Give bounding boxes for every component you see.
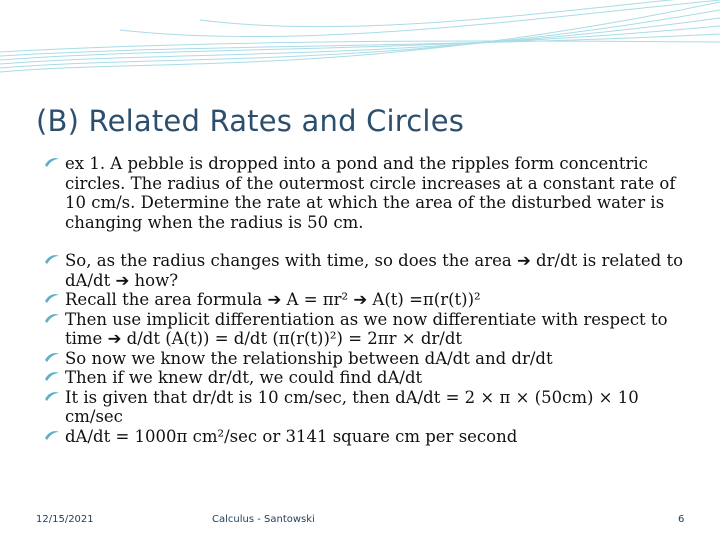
bullet-item: [44, 290, 694, 310]
bullet-text: So now we know the relationship between dA/dt and dr/dt: [65, 348, 553, 368]
bullet-item: [44, 310, 694, 349]
bullet-text: Recall the area formula ➔ A = πr² ➔ A(t) =π(r(t))²: [65, 290, 481, 309]
swoosh-bullet-icon: [44, 253, 60, 265]
bullet-text: So, as the radius changes with time, so does the area ➔ dr/dt is related to dA/dt ➔ how?: [65, 251, 684, 290]
swoosh-bullet-icon: [44, 370, 60, 382]
bullet-item: [44, 349, 694, 369]
swoosh-bullet-icon: [44, 390, 60, 402]
bullet-item: [44, 154, 694, 232]
footer-date: 12/15/2021: [36, 514, 94, 525]
bullet-item: [44, 388, 694, 427]
bullet-item: [44, 368, 694, 388]
swoosh-bullet-icon: [44, 292, 60, 304]
bullet-text: It is given that dr/dt is 10 cm/sec, then dA/dt = 2 × π × (50cm) × 10 cm/sec: [65, 387, 639, 426]
bullet-item: [44, 251, 694, 290]
bullet-text: dA/dt = 1000π cm²/sec or 3141 square cm per second: [65, 426, 518, 446]
swoosh-bullet-icon: [44, 429, 60, 441]
slide-title: (B) Related Rates and Circles: [36, 104, 465, 138]
bullet-text: ex 1. A pebble is dropped into a pond and the ripples form concentric circles. The radius of the outermost circle increases at a constant rate of 10 cm/s. Determine the rate at which the area of the disturbed water is changing when the radius is 50 cm.: [65, 154, 676, 232]
swoosh-bullet-icon: [44, 156, 60, 168]
bullet-text: Then use implicit differentiation as we now differentiate with respect to time ➔ d/dt (A(t)) = d/dt (π(r(t))²) = 2πr × dr/dt: [65, 309, 668, 348]
swoosh-bullet-icon: [44, 312, 60, 324]
bullet-text: Then if we knew dr/dt, we could find dA/dt: [65, 368, 423, 387]
slide-body: [44, 154, 694, 446]
swoosh-bullet-icon: [44, 351, 60, 363]
footer-page-number: 6: [678, 514, 685, 525]
footer-course-title: Calculus - Santowski: [212, 514, 315, 525]
bullet-item: [44, 427, 694, 447]
